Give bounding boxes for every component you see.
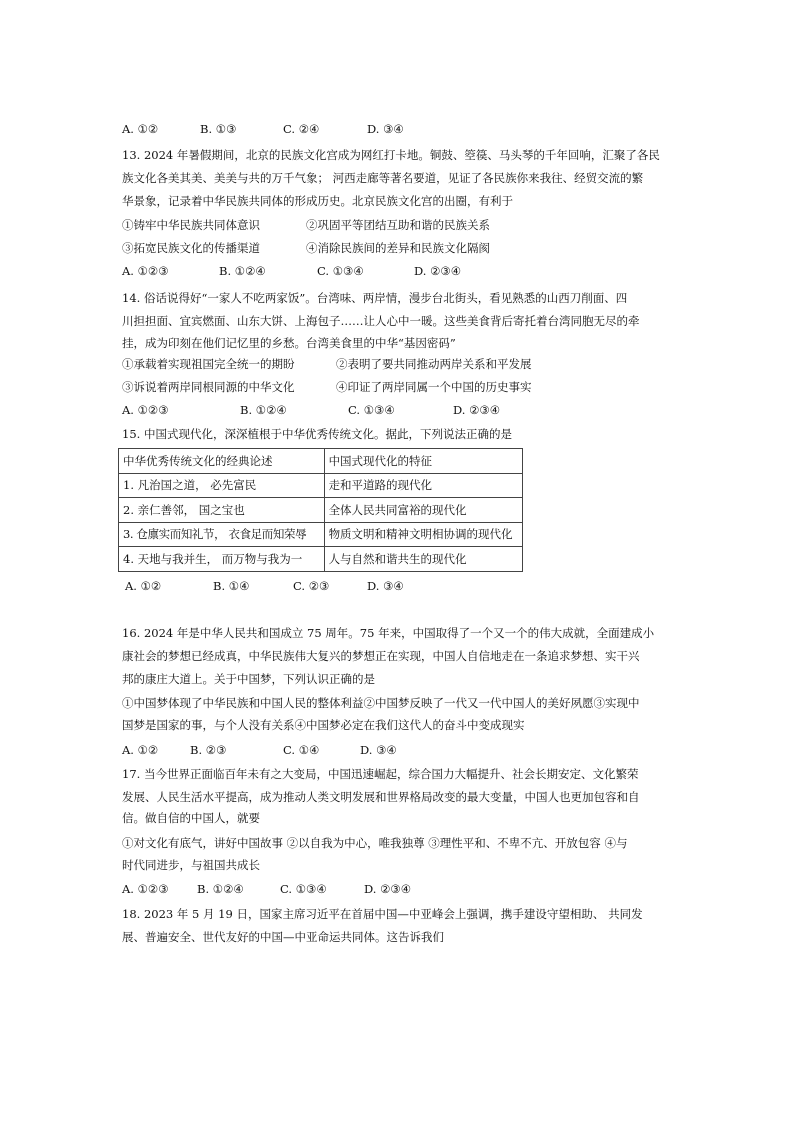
q16-option-a: A. ①② (122, 743, 159, 757)
q13-options (122, 263, 461, 279)
q18-stem-line: 18. 2023 年 5 月 19 日，国家主席习近平在首届中国—中亚峰会上强调，携手建设守望相助、 共同发 (122, 907, 643, 921)
q14-option-b: B. ①②④ (240, 403, 287, 417)
q17-option-a: A. ①②③ (122, 882, 169, 896)
q14-statement: ①承载着实现祖国完全统一的期盼 (122, 357, 295, 371)
q17-stem-line: 信。做自信的中国人，就要 (122, 811, 260, 825)
q14-stem-line: 14. 俗话说得好“一家人不吃两家饭”。台湾味、两岸情，漫步台北街头，看见熟悉的山西刀削面、四 (122, 291, 628, 305)
q12-option-b: B. ①③ (200, 122, 237, 136)
table-cell: 4. 天地与我并生， 而万物与我为一 (119, 547, 325, 572)
q13-statements-row (122, 240, 490, 256)
q13-option-b: B. ①②④ (219, 264, 266, 278)
table-cell: 物质文明和精神文明相协调的现代化 (324, 522, 522, 547)
q12-options (122, 121, 404, 137)
q13-option-a: A. ①②③ (122, 264, 169, 278)
q15-option-a: A. ①② (125, 579, 162, 593)
q14-stem-line: 挂，成为印刻在他们记忆里的乡愁。台湾美食里的中华“基因密码” (122, 336, 456, 350)
q17-stem-line: 发展、人民生活水平提高，成为推动人类文明发展和世界格局改变的最大变量，中国人也更加包容和自 (122, 790, 640, 804)
q13-stem-line: 族文化各美其美、美美与共的万千气象； 河西走廊等著名要道，见证了各民族你来我往、经贸交流的繁 (122, 171, 644, 185)
table-row (119, 547, 523, 572)
q12-option-a: A. ①② (122, 122, 159, 136)
q16-stem-line: 16. 2024 年是中华人民共和国成立 75 周年。75 年来，中国取得了一个又一个的伟大成就，全面建成小 (122, 626, 655, 640)
q14-statement: ④印证了两岸同属一个中国的历史事实 (336, 380, 532, 394)
table-cell: 2. 亲仁善邻， 国之宝也 (119, 498, 325, 523)
table-header-cell: 中国式现代化的特征 (324, 449, 522, 474)
q14-stem-line: 川担担面、宜宾燃面、山东大饼、上海包子……让人心中一暖。这些美食背后寄托着台湾同胞无尽的牵 (122, 314, 640, 328)
q15-table (118, 448, 523, 572)
q14-option-a: A. ①②③ (122, 403, 169, 417)
table-row (119, 473, 523, 498)
q14-statements-row (122, 356, 532, 372)
table-cell: 全体人民共同富裕的现代化 (324, 498, 522, 523)
q12-option-d: D. ③④ (367, 122, 404, 136)
q13-statement: ③拓宽民族文化的传播渠道 (122, 241, 260, 255)
q14-option-d: D. ②③④ (453, 403, 501, 417)
q16-option-c: C. ①④ (283, 743, 320, 757)
q14-options (122, 402, 500, 418)
q13-statements-row (122, 217, 490, 233)
table-cell: 1. 凡治国之道， 必先富民 (119, 473, 325, 498)
q17-options (122, 881, 411, 897)
q13-statement: ②巩固平等团结互助和谐的民族关系 (306, 218, 490, 232)
table-header-cell: 中华优秀传统文化的经典论述 (119, 449, 325, 474)
q16-statements-line: ①中国梦体现了中华民族和中国人民的整体利益②中国梦反映了一代又一代中国人的美好夙愿③实现中 (122, 696, 640, 710)
table-row (119, 498, 523, 523)
q17-option-c: C. ①③④ (280, 882, 327, 896)
q16-statements-line: 国梦是国家的事，与个人没有关系④中国梦必定在我们这代人的奋斗中变成现实 (122, 718, 525, 732)
table-header-row (119, 449, 523, 474)
q15-stem: 15. 中国式现代化，深深植根于中华优秀传统文化。据此，下列说法正确的是 (122, 427, 512, 441)
q15-option-b: B. ①④ (213, 579, 250, 593)
table-row (119, 522, 523, 547)
q14-statements-row (122, 379, 532, 395)
q13-statement: ①铸牢中华民族共同体意识 (122, 218, 260, 232)
q16-options (122, 742, 397, 758)
q15-options (125, 578, 404, 594)
q15-option-c: C. ②③ (293, 579, 330, 593)
q16-option-d: D. ③④ (360, 743, 397, 757)
q17-option-b: B. ①②④ (197, 882, 244, 896)
q14-statement: ③诉说着两岸同根同源的中华文化 (122, 380, 295, 394)
table-cell: 3. 仓廪实而知礼节， 衣食足而知荣辱 (119, 522, 325, 547)
q17-statements-line: ①对文化有底气，讲好中国故事 ②以自我为中心，唯我独尊 ③理性平和、不卑不亢、开放包容 ④与 (122, 836, 628, 850)
q14-option-c: C. ①③④ (348, 403, 395, 417)
q16-stem-line: 邦的康庄大道上。关于中国梦，下列认识正确的是 (122, 672, 375, 686)
table-cell: 人与自然和谐共生的现代化 (324, 547, 522, 572)
q17-option-d: D. ②③④ (364, 882, 412, 896)
q13-stem-line: 13. 2024 年暑假期间，北京的民族文化宫成为网红打卡地。铜鼓、箜篌、马头琴的千年回响，汇聚了各民 (122, 148, 660, 162)
q13-option-c: C. ①③④ (317, 264, 364, 278)
table-cell: 走和平道路的现代化 (324, 473, 522, 498)
q16-stem-line: 康社会的梦想已经成真，中华民族伟大复兴的梦想正在实现，中国人自信地走在一条追求梦想、实干兴 (122, 649, 640, 663)
q15-option-d: D. ③④ (367, 579, 404, 593)
q17-stem-line: 17. 当今世界正面临百年未有之大变局，中国迅速崛起，综合国力大幅提升、社会长期安定、文化繁荣 (122, 767, 639, 781)
q12-option-c: C. ②④ (283, 122, 320, 136)
q13-statement: ④消除民族间的差异和民族文化隔阂 (306, 241, 490, 255)
q17-statements-line: 时代同进步，与祖国共成长 (122, 858, 260, 872)
q18-stem-line: 展、普遍安全、世代友好的中国—中亚命运共同体。这告诉我们 (122, 930, 444, 944)
q16-option-b: B. ②③ (190, 743, 227, 757)
q13-stem-line: 华景象，记录着中华民族共同体的形成历史。北京民族文化宫的出圈，有利于 (122, 194, 513, 208)
q14-statement: ②表明了要共同推动两岸关系和平发展 (336, 357, 532, 371)
q13-option-d: D. ②③④ (414, 264, 462, 278)
